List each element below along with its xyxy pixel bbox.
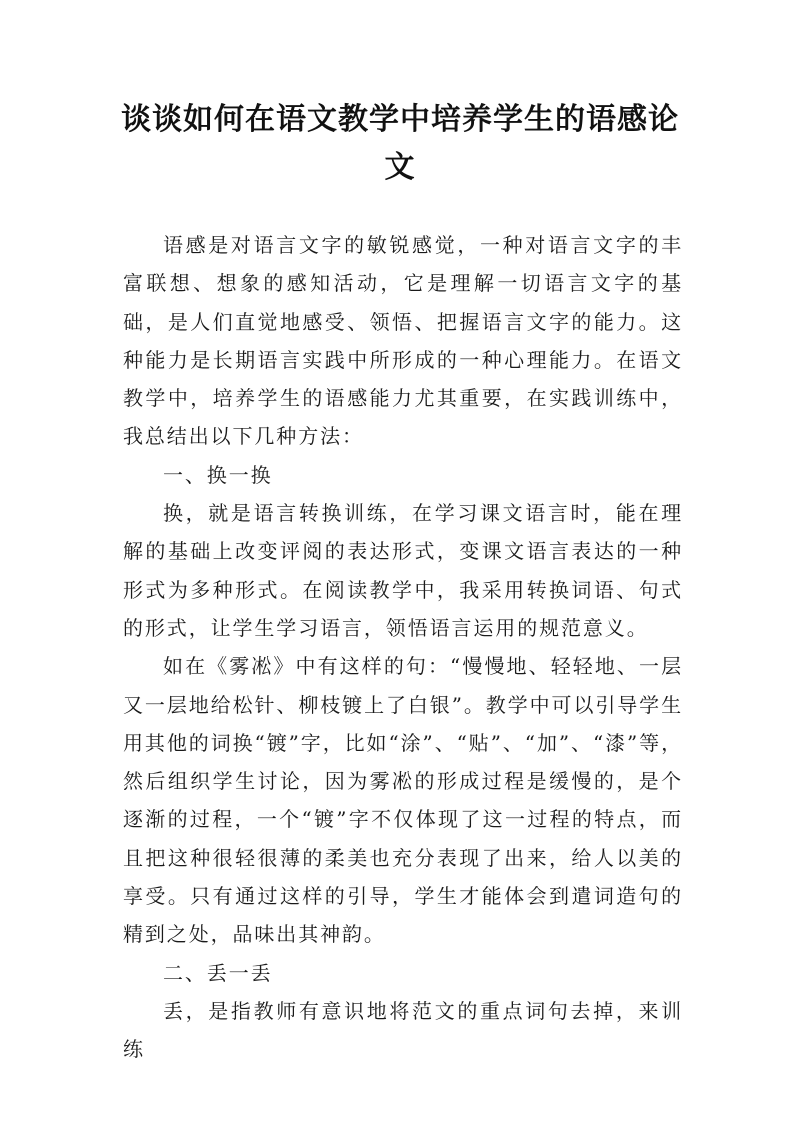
paragraph-section-1: 换，就是语言转换训练，在学习课文语言时，能在理解的基础上改变评阅的表达形式，变课文语言表达的一种形式为多种形式。在阅读教学中，我采用转换词语、句式的形式，让学生学习语言，领悟语言运用的规范意义。 <box>123 501 683 640</box>
document-title: 谈谈如何在语文教学中培养学生的语感论文 <box>121 102 679 185</box>
paragraph-section-2: 丢，是指教师有意识地将范文的重点词句去掉，来训练 <box>123 998 683 1062</box>
document-body <box>123 226 683 1069</box>
paragraph-intro: 语感是对语言文字的敏锐感觉，一种对语言文字的丰富联想、想象的感知活动，它是理解一切语言文字的基础，是人们直觉地感受、领悟、把握语言文字的能力。这种能力是长期语言实践中所形成的一种心理能力。在语文教学中，培养学生的语感能力尤其重要，在实践训练中，我总结出以下几种方法： <box>123 233 683 449</box>
section-heading-2: 二、丢一丢 <box>163 960 273 985</box>
section-heading-1: 一、换一换 <box>163 462 273 487</box>
paragraph-example: 如在《雾凇》中有这样的句：“慢慢地、轻轻地、一层又一层地给松针、柳枝镀上了白银”。教学中可以引导学生用其他的词换“镀”字，比如“涂”、“贴”、“加”、“漆”等，然后组织学生讨论，因为雾凇的形成过程是缓慢的，是个逐渐的过程，一个“镀”字不仅体现了这一过程的特点，而且把这种很轻很薄的柔美也充分表现了出来，给人以美的享受。只有通过这样的引导，学生才能体会到遣词造句的精到之处，品味出其神韵。 <box>123 654 683 947</box>
